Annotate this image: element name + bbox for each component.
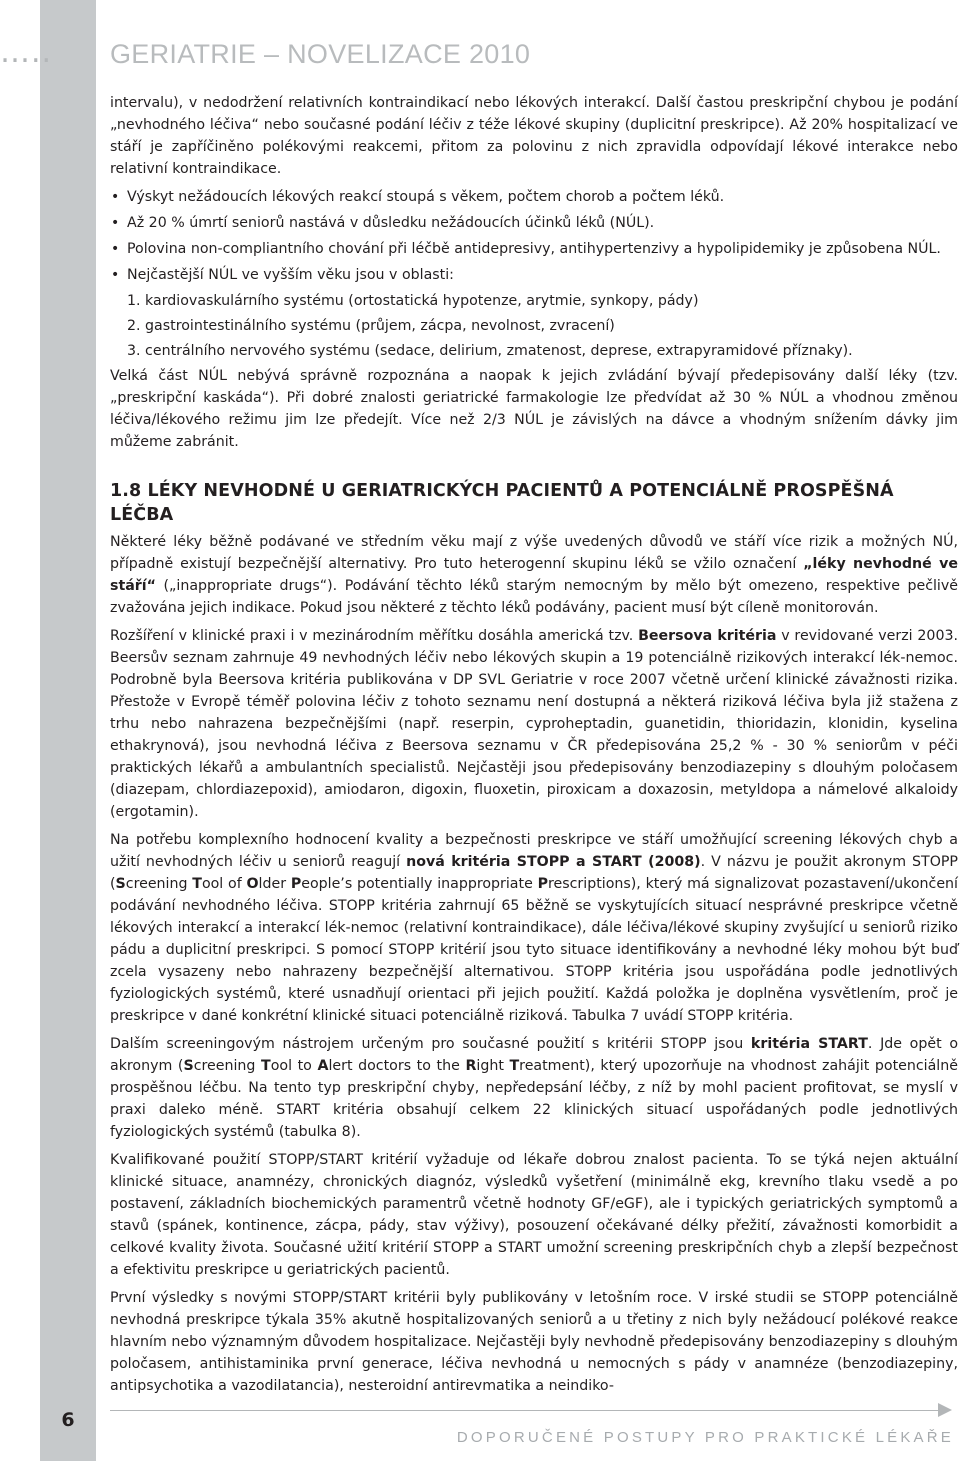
text-run: Některé léky běžně podávané ve středním věku mají z výše uvedených důvodů ve stáří více rizik a možných NÚ, případně existují bezpečnější alternativy. Pro tuto heterogenní skupinu léků se vžilo označení [110,534,958,572]
paragraph: První výsledky s novými STOPP/START kritérii byly publikovány v letošním roce. V irské studii se STOPP potenciálně nevhodná preskripce týkala 35% akutně hospitalizovaných seniorů a u třetiny z nich byly nežádoucí polékové reakce hlavním nebo významným důvodem hospitalizace. Nejčastěji byly nevhodně předepisovány benzodiazepiny s dlouhým poločasem, antihistaminika první generace, léčiva nevhodná u nemocných s pády v anamnéze (benzodiazepiny, antipsychotika a vazodilatancia), nesteroidní antirevmatika a neindiko- [110,1290,958,1394]
bold-term: Beersova kritéria [638,628,777,644]
paragraph [110,625,958,823]
acronym-letter: S [183,1058,194,1074]
acronym-letter: T [509,1058,520,1074]
acronym-letter: S [115,876,126,892]
text-run: . Jde opět o akronym ( [110,1036,958,1074]
list-item: • Polovina non-compliantního chování při léčbě antidepresivy, antihypertenzivy a hypolipidemiky je způsobena NÚL. [110,238,958,260]
footer-arrow-icon [938,1403,952,1417]
section-heading: 1.8 LÉKY NEVHODNÉ U GERIATRICKÝCH PACIENTŮ A POTENCIÁLNĚ PROSPĚŠNÁ LÉČBA [110,481,894,525]
acronym-letter: T [192,876,202,892]
text-run: creening [193,1058,262,1074]
page-content [110,92,958,1403]
text-run: . V názvu je použit akronym STOPP ( [110,854,958,892]
acronym-letter: P [290,876,302,892]
text-run: ight [476,1058,510,1074]
acronym-letter: O [246,876,259,892]
acronym-letter: A [317,1058,329,1074]
text-run: („inappropriate drugs“). Podávání těchto léků starým nemocným by mělo být omezeno, respektive pečlivě zvažována jejich indikace. Pokud jsou některé z těchto léků podávány, pacient musí být cíleně monitorován. [110,578,958,616]
header-title: GERIATRIE – NOVELIZACE 2010 [110,39,531,69]
text-run: lert doctors to the [328,1058,466,1074]
paragraph [110,531,958,619]
intro-paragraph: intervalu), v nedodržení relativních kontraindikací nebo lékových interakcí. Další častou preskripční chybou je podání „nevhodného léčiva“ nebo současné podání léčiv z téže lékové skupiny (duplicitní preskripce). Až 20% hospitalizací ve stáří je zapříčiněno polékovými reakcemi, přitom za polovinu z nich zpravidla odpovídají lékové interakce nebo relativní kontraindikace. [110,95,958,177]
bold-term: kritéria START [750,1036,868,1052]
text-run: ool to [270,1058,318,1074]
text-run: v revidované verzi 2003. Beersův seznam zahrnuje 49 nevhodných léčiv nebo lékových skupin a 19 potenciálně rizikových interakcí lék-nemoc. Podrobně byla Beersova kritéria publikována v DP SVL Geriatrie v roce 2007 včetně určení klinické závažnosti rizika. Přestože v Evropě téměř polovina léčiv z tohoto seznamu není dostupná a některá riziková léčiva byla již stažena z trhu nebo nahrazena bezpečnějšími (např. reserpin, cyproheptadin, guanetidin, thioridazin, klonidin, kyselina ethakrynová), jsou nevhodná léčiva z Beersova seznamu v ČR předepisována 25,2 % - 30 % seniorům v péči praktických lékařů a ambulantních specialistů. Nejčastěji jsou předepisovány benzodiazepiny s dlouhým poločasem (diazepam, chlordiazepoxid), amiodaron, digoxin, fluoxetin, piroxicam a doxazosin, metyldopa a námelové alkaloidy (ergotamin). [110,628,959,820]
list-item: 3. centrálního nervového systému (sedace, delirium, zmatenost, deprese, extrapyramidové příznaky). [127,343,853,359]
header-dots: ….. [0,35,53,70]
text-run: Na potřebu komplexního hodnocení kvality a bezpečnosti preskripce ve stáří umožňující screening lékových chyb a užití nevhodných léčiv u seniorů reagují [110,832,958,870]
list-item: • Výskyt nežádoucích lékových reakcí stoupá s věkem, počtem chorob a počtem léků. [110,186,958,208]
text-run: lder [258,876,291,892]
list-item: • Nejčastější NÚL ve vyšším věku jsou v oblasti: [110,264,958,286]
text-run: Dalším screeningovým nástrojem určeným pro současné použití s kritérii STOPP jsou [110,1036,751,1052]
bullet-list [110,186,958,286]
list-item: 2. gastrointestinálního systému (průjem, zácpa, nevolnost, zvracení) [127,318,615,334]
bold-term: „léky nevhodné ve stáří“ [110,556,958,594]
text-run: Rozšíření v klinické praxi i v mezinárodním měřítku dosáhla americká tzv. [110,628,639,644]
paragraph: Kvalifikované použití STOPP/START kritérií vyžaduje od lékaře dobrou znalost pacienta. To se týká nejen aktuální klinické situace, anamnézy, chronických diagnóz, výsledků vyšetření (minimálně ekg, krevního tlaku vsedě a po postavení, základních biochemických paramentrů včetně hodnoty GF/eGF), ale i typických geriatrických symptomů a stavů (spánek, kontinence, zácpa, pády, stav výživy), posouzení očekávané délky přežití, závažnosti komorbidit a celkové kvality života. Současné užití kritérií STOPP a START umožní screening preskripčních chyb a zlepší bezpečnost a efektivitu preskripce u geriatrických pacientů. [110,1152,958,1278]
list-item: 1. kardiovaskulárního systému (ortostatická hypotenze, arytmie, synkopy, pády) [127,293,699,309]
bold-term: nová kritéria STOPP a START (2008) [406,854,701,870]
page-number: 6 [61,1409,75,1431]
text-run: creening [125,876,193,892]
numbered-list [110,290,958,362]
text-run: eople’s potentially inappropriate [301,876,538,892]
paragraph [110,829,958,1027]
footer-text: DOPORUČENÉ POSTUPY PRO PRAKTICKÉ LÉKAŘE [456,1429,954,1446]
text-run: rescriptions), který má signalizovat pozastavení/ukončení podávání nevhodného léčiva. STOPP kritéria zahrnují 65 běžně se vyskytujících situací nesprávné preskripce včetně lékových interakcí a interakcí lék-nemoc (relativní kontraindikace), dále léčiva/lékové skupiny zvyšující u seniorů riziko pádu a duplicitní preskripci. S pomocí STOPP kritérií jsou tyto situace identifikovány a nevhodné léky mohou být buď zcela vysazeny nebo nahrazeny bezpečnější alternativou. STOPP kritéria jsou uspořádána podle jednotlivých fyziologických systémů, které usnadňují orientaci při jejich použití. Každá položka je doplněna vysvětlením, proč je preskripce v dané konkrétní klinické situaci potenciálně riziková. Tabulka 7 uvádí STOPP kritéria. [110,876,958,1024]
text-run: ool of [201,876,247,892]
list-item: • Až 20 % úmrtí seniorů nastává v důsledku nežádoucích účinků léků (NÚL). [110,212,958,234]
footer-divider [110,1410,942,1411]
text-run: reatment), který upozorňuje na vhodnost zahájit potenciálně prospěšnou léčbu. Na tento typ preskripční chyby, nepředepsání léčby, z níž by mohl pacient profitovat, se myslí v praxi daleko méně. START kritéria obsahují celkem 22 klinických situací uspořádaných podle jednotlivých fyziologických systémů (tabulka 8). [110,1058,958,1140]
acronym-letter: P [537,876,548,892]
paragraph: Velká část NÚL nebývá správně rozpoznána a naopak k jejich zvládání bývají předepisovány další léky (tzv. „preskripční kaskáda“). Při dobré znalosti geriatrické farmakologie lze předvídat až 30 % NÚL a vhodnou změnou léčiva/lékového režimu jim lze předejít. Více než 2/3 NÚL je závislých na dávce a vhodným snížením dávky jim můžeme zabránit. [110,368,958,450]
acronym-letter: R [465,1058,477,1074]
acronym-letter: T [261,1058,271,1074]
side-strip [40,0,96,1461]
paragraph [110,1033,958,1143]
